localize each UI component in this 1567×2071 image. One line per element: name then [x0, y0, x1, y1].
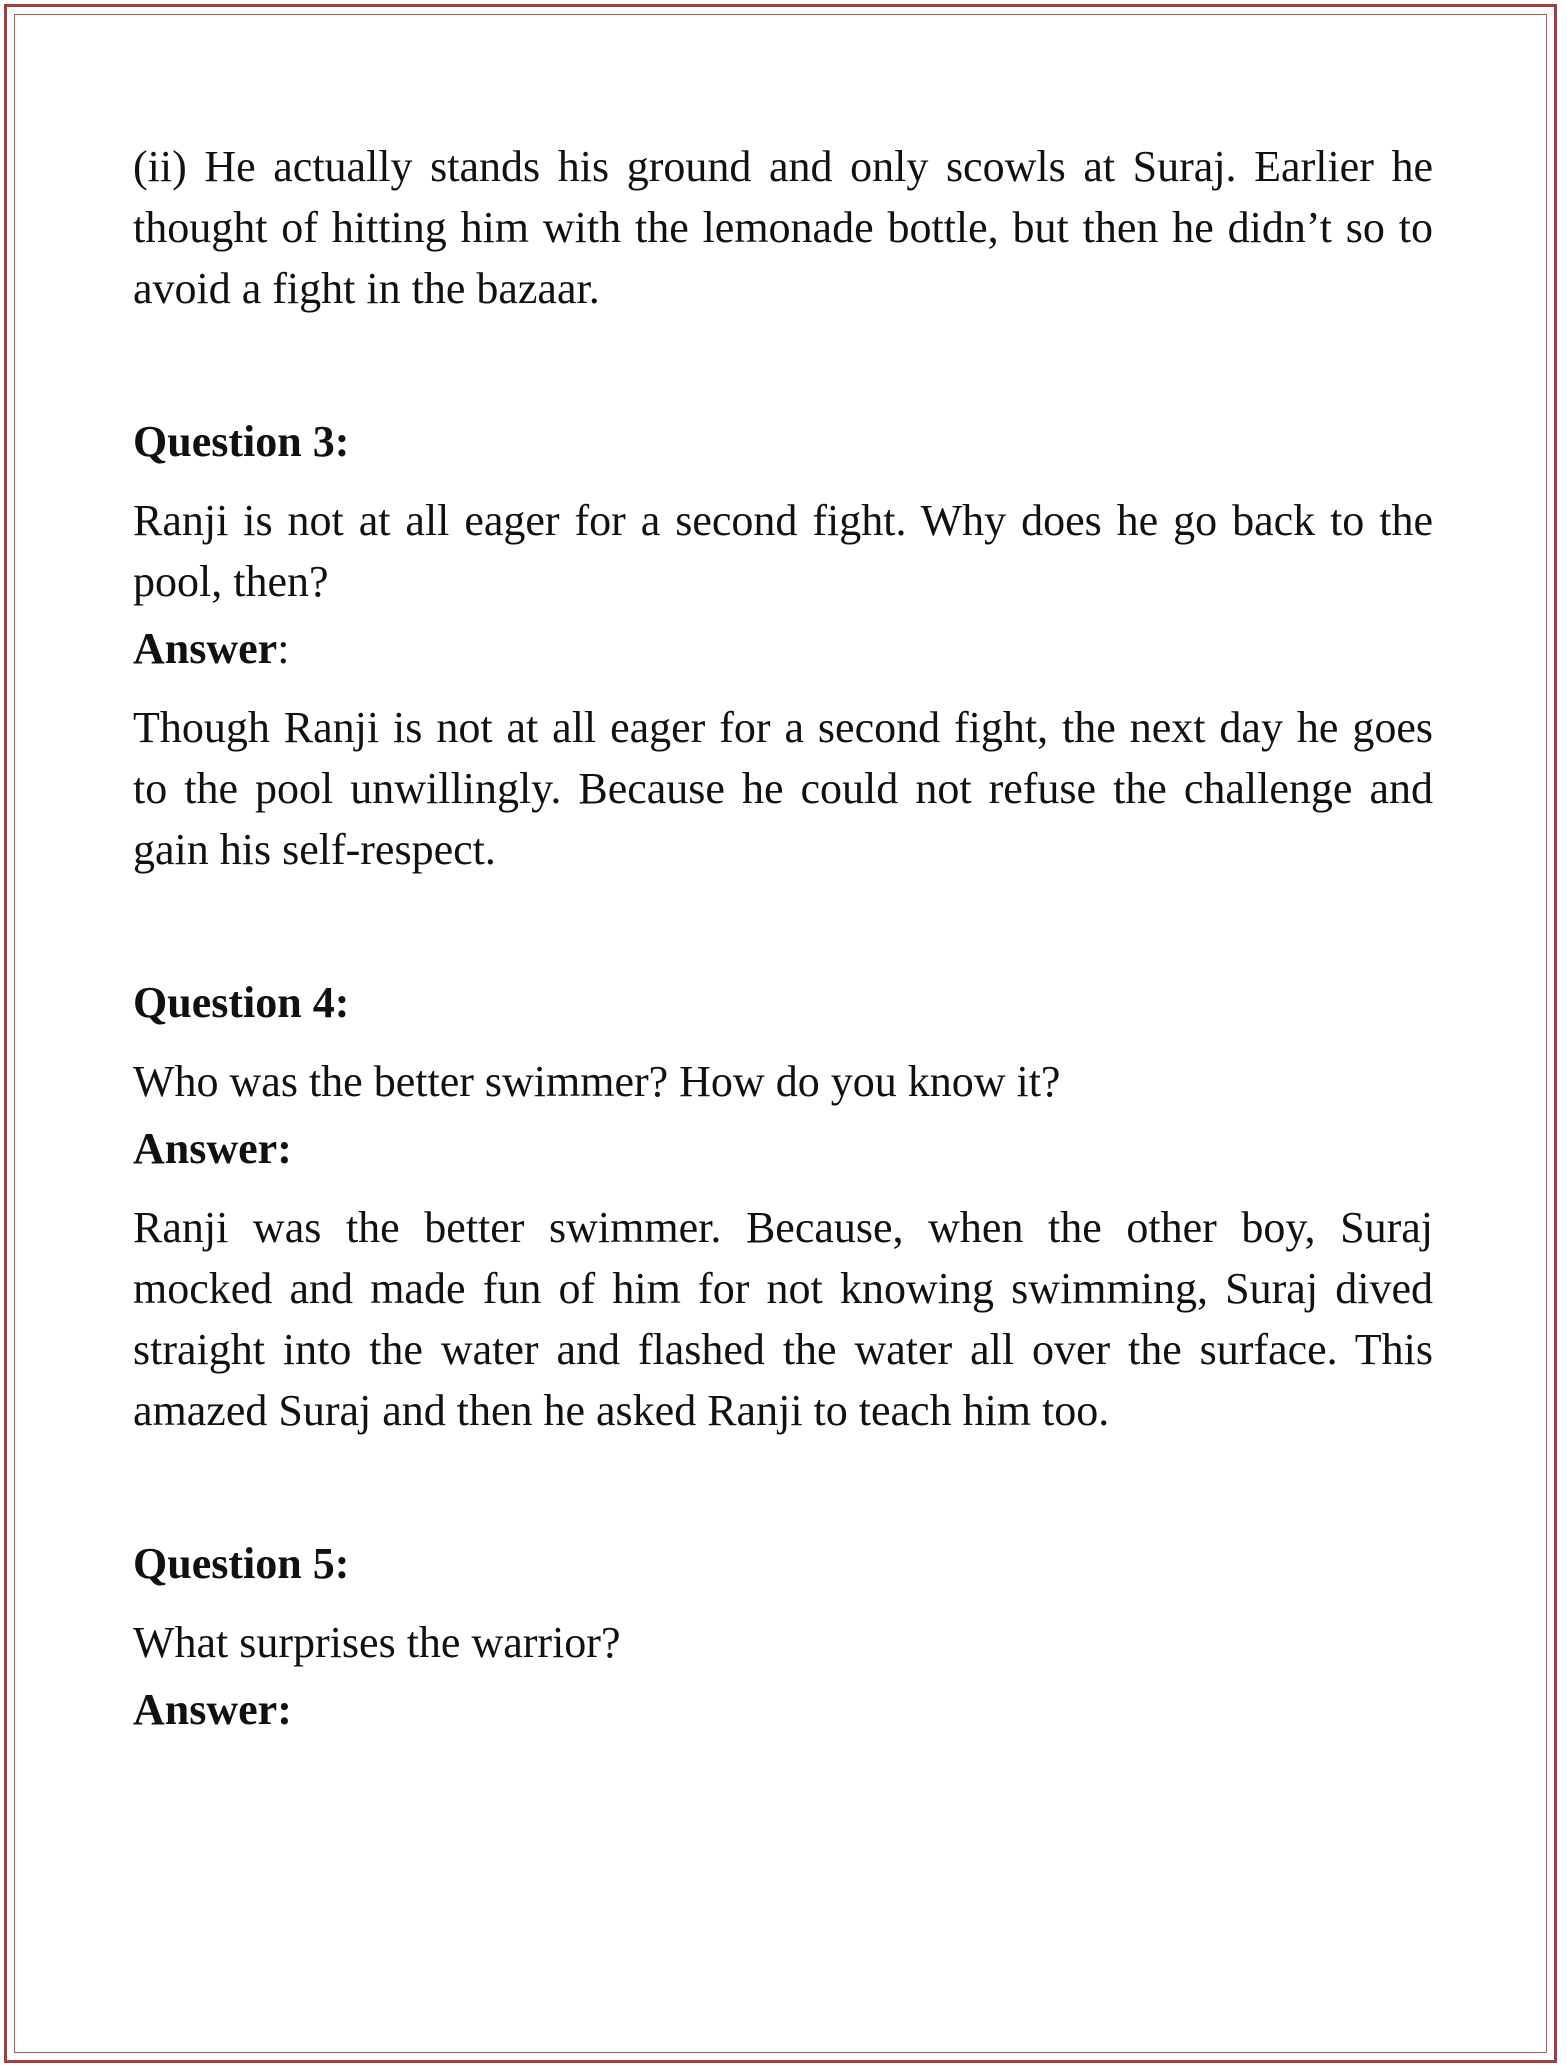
question-3-text: Ranji is not at all eager for a second fight. Why does he go back to the pool, then? — [133, 496, 1433, 606]
question-4-heading: Question 4: — [133, 978, 350, 1027]
question-3-heading: Question 3: — [133, 417, 350, 466]
intro-paragraph: (ii) He actually stands his ground and only scowls at Suraj. Earlier he thought of hitting him with the lemonade bottle, but then he didn’t so to avoid a fight in the bazaar. — [133, 142, 1433, 313]
question-5-text: What surprises the warrior? — [133, 1618, 621, 1667]
answer-4-heading: Answer: — [133, 1124, 292, 1173]
answer-3-colon: : — [277, 624, 290, 673]
answer-3-heading — [133, 618, 1433, 679]
answer-3-label: Answer — [133, 624, 278, 673]
answer-4-text: Ranji was the better swimmer. Because, when the other boy, Suraj mocked and made fun of him for not knowing swimming, Suraj dived straight into the water and flashed the water all over the surface. This amazed Suraj and then he asked Ranji to teach him too. — [133, 1203, 1433, 1435]
question-5-heading: Question 5: — [133, 1539, 350, 1588]
document-page — [133, 136, 1433, 1740]
question-4-text: Who was the better swimmer? How do you know it? — [133, 1057, 1061, 1106]
answer-5-heading: Answer: — [133, 1685, 292, 1734]
answer-3-text: Though Ranji is not at all eager for a second fight, the next day he goes to the pool unwillingly. Because he could not refuse the challenge and gain his self-respect. — [133, 703, 1433, 874]
